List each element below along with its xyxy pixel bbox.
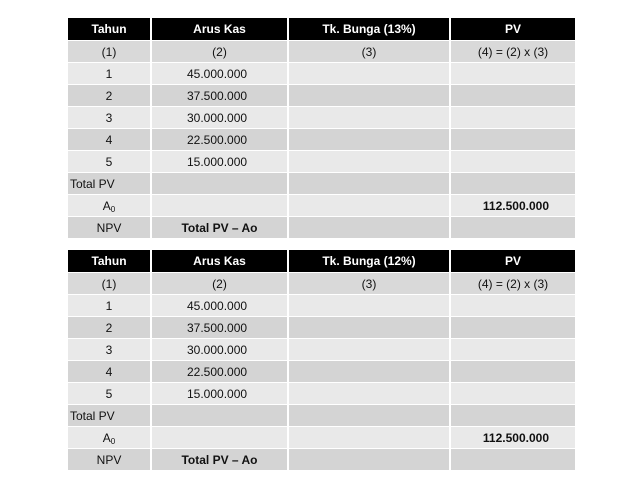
cash-flow-cell: 15.000.000 [151, 383, 288, 405]
cash-flow-cell: 30.000.000 [151, 107, 288, 129]
empty-cell [151, 173, 288, 195]
table-row [68, 129, 576, 151]
pv-cell [450, 317, 576, 339]
header-arus-kas: Arus Kas [151, 250, 288, 273]
column-number-row [68, 41, 576, 63]
empty-cell [151, 405, 288, 427]
year-cell: 4 [68, 361, 151, 383]
year-cell: 4 [68, 129, 151, 151]
empty-cell [288, 405, 450, 427]
rate-cell [288, 151, 450, 173]
empty-cell [288, 427, 450, 449]
empty-cell [288, 173, 450, 195]
total-pv-row [68, 173, 576, 195]
colnum-3: (3) [288, 273, 450, 295]
a0-letter: A [102, 198, 111, 213]
npv-table-12 [68, 250, 577, 471]
header-tingkat-bunga: Tk. Bunga (12%) [288, 250, 450, 273]
pv-cell [450, 295, 576, 317]
empty-cell [288, 449, 450, 471]
npv-formula: Total PV – Ao [151, 449, 288, 471]
empty-cell [450, 173, 576, 195]
table-row [68, 295, 576, 317]
colnum-2: (2) [151, 41, 288, 63]
npv-label: NPV [68, 449, 151, 471]
colnum-1: (1) [68, 273, 151, 295]
total-pv-label: Total PV [68, 405, 151, 427]
header-tingkat-bunga: Tk. Bunga (13%) [288, 18, 450, 41]
empty-cell [151, 195, 288, 217]
table-row [68, 85, 576, 107]
a0-row [68, 427, 576, 449]
year-cell: 5 [68, 151, 151, 173]
total-pv-label: Total PV [68, 173, 151, 195]
cash-flow-cell: 22.500.000 [151, 361, 288, 383]
npv-table-13 [68, 18, 577, 239]
table-row [68, 317, 576, 339]
header-row [68, 18, 576, 41]
rate-cell [288, 85, 450, 107]
empty-cell [288, 195, 450, 217]
a0-row [68, 195, 576, 217]
cash-flow-cell: 45.000.000 [151, 295, 288, 317]
year-cell: 1 [68, 63, 151, 85]
npv-row [68, 449, 576, 471]
cash-flow-cell: 15.000.000 [151, 151, 288, 173]
a0-value: 112.500.000 [450, 427, 576, 449]
colnum-2: (2) [151, 273, 288, 295]
pv-cell [450, 107, 576, 129]
header-pv: PV [450, 250, 576, 273]
rate-cell [288, 129, 450, 151]
rate-cell [288, 383, 450, 405]
total-pv-row [68, 405, 576, 427]
empty-cell [151, 427, 288, 449]
rate-cell [288, 107, 450, 129]
rate-cell [288, 295, 450, 317]
rate-cell [288, 317, 450, 339]
colnum-1: (1) [68, 41, 151, 63]
pv-cell [450, 383, 576, 405]
cash-flow-cell: 37.500.000 [151, 317, 288, 339]
npv-formula: Total PV – Ao [151, 217, 288, 239]
header-pv: PV [450, 18, 576, 41]
cash-flow-cell: 22.500.000 [151, 129, 288, 151]
a0-letter: A [102, 430, 111, 445]
pv-cell [450, 361, 576, 383]
header-row [68, 250, 576, 273]
a0-label [68, 427, 151, 449]
pv-cell [450, 151, 576, 173]
table-row [68, 383, 576, 405]
table-row [68, 339, 576, 361]
npv-row [68, 217, 576, 239]
column-number-row [68, 273, 576, 295]
rate-cell [288, 339, 450, 361]
colnum-3: (3) [288, 41, 450, 63]
colnum-4: (4) = (2) x (3) [450, 273, 576, 295]
cash-flow-cell: 30.000.000 [151, 339, 288, 361]
colnum-4: (4) = (2) x (3) [450, 41, 576, 63]
table-row [68, 107, 576, 129]
rate-cell [288, 361, 450, 383]
year-cell: 1 [68, 295, 151, 317]
table-row [68, 63, 576, 85]
cash-flow-cell: 37.500.000 [151, 85, 288, 107]
empty-cell [450, 217, 576, 239]
pv-cell [450, 339, 576, 361]
header-tahun: Tahun [68, 18, 151, 41]
year-cell: 2 [68, 85, 151, 107]
a0-label [68, 195, 151, 217]
empty-cell [288, 217, 450, 239]
header-tahun: Tahun [68, 250, 151, 273]
table-row [68, 361, 576, 383]
empty-cell [450, 449, 576, 471]
pv-cell [450, 63, 576, 85]
year-cell: 3 [68, 107, 151, 129]
npv-label: NPV [68, 217, 151, 239]
year-cell: 5 [68, 383, 151, 405]
a0-subscript: 0 [110, 204, 116, 214]
pv-cell [450, 129, 576, 151]
a0-subscript: 0 [110, 436, 116, 446]
header-arus-kas: Arus Kas [151, 18, 288, 41]
year-cell: 2 [68, 317, 151, 339]
rate-cell [288, 63, 450, 85]
cash-flow-cell: 45.000.000 [151, 63, 288, 85]
a0-value: 112.500.000 [450, 195, 576, 217]
pv-cell [450, 85, 576, 107]
table-row [68, 151, 576, 173]
empty-cell [450, 405, 576, 427]
year-cell: 3 [68, 339, 151, 361]
